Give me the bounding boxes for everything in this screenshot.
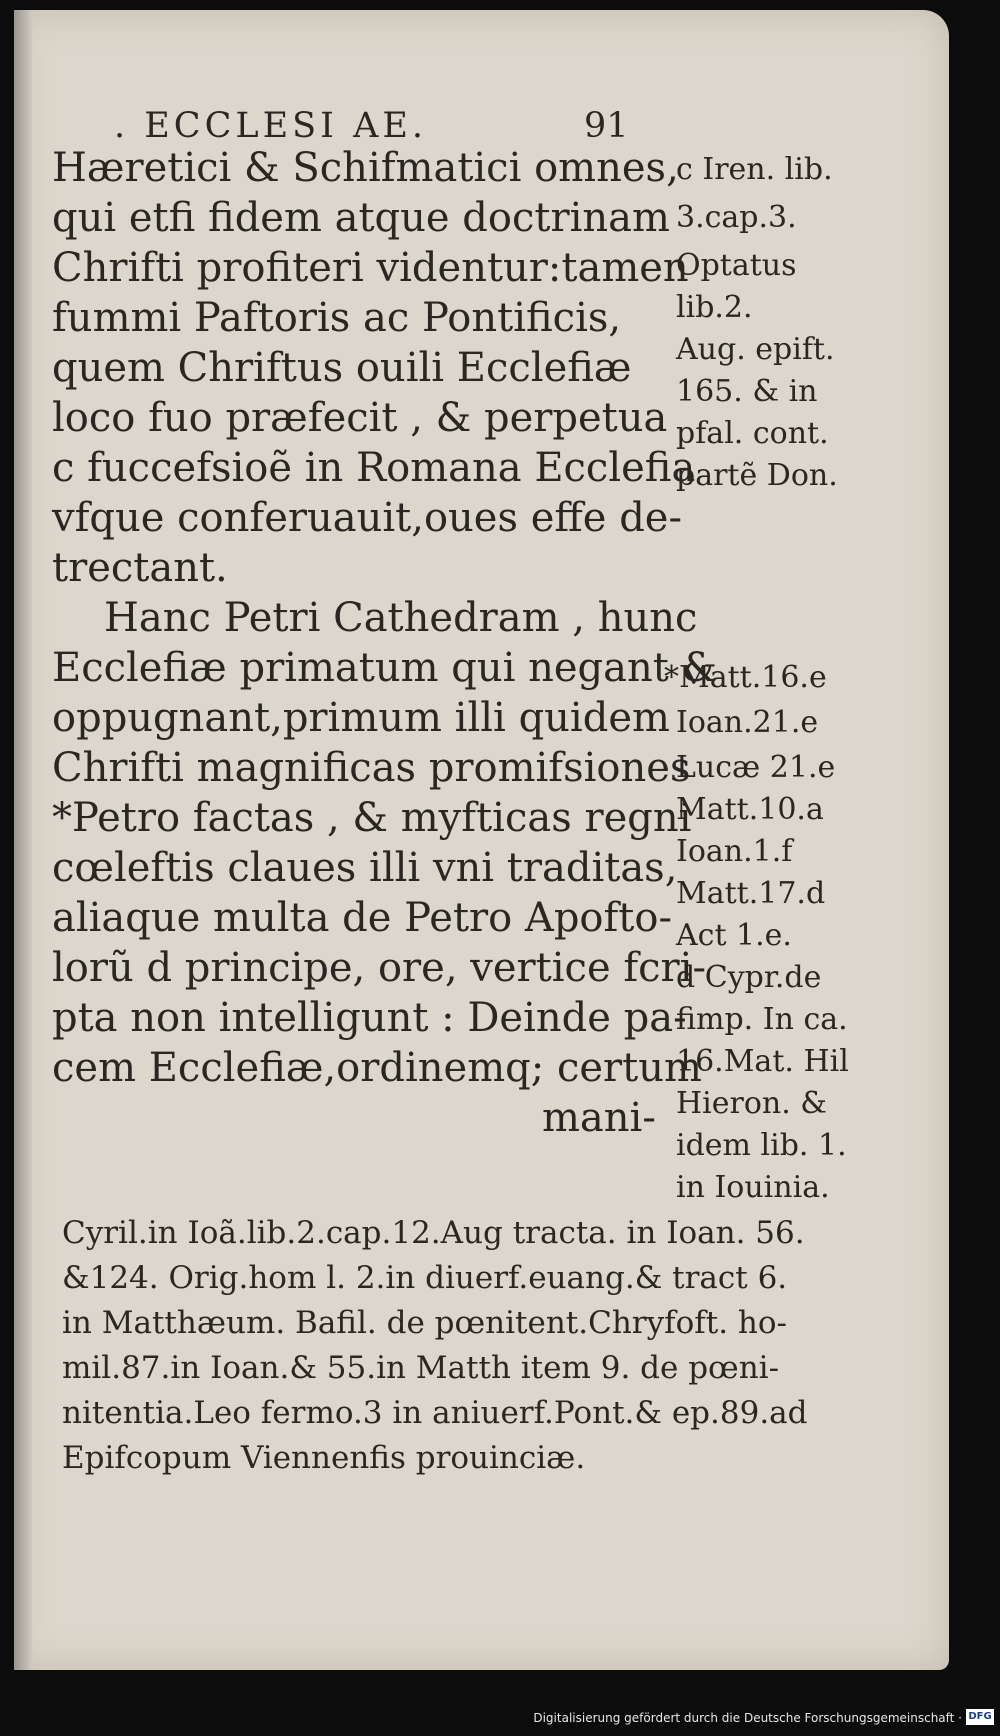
margin-note: Lucæ 21.e xyxy=(676,750,836,785)
margin-note: pfal. cont. xyxy=(676,416,829,451)
catchword: mani- xyxy=(542,1095,656,1141)
margin-note: c Iren. lib. xyxy=(676,152,833,187)
margin-note: 16.Mat. Hil xyxy=(676,1044,849,1079)
body-line: *Petro factas , & myfticas regni xyxy=(52,795,692,841)
body-line: trectant. xyxy=(52,545,228,591)
body-line: Hanc Petri Cathedram , hunc xyxy=(104,595,698,641)
margin-note: 3.cap.3. xyxy=(676,200,797,235)
margin-note: *Matt.16.e xyxy=(664,660,827,695)
body-line: vfque conferuauit,oues effe de- xyxy=(52,495,682,541)
dfg-logo-icon: DFG xyxy=(966,1709,994,1725)
margin-note: lib.2. xyxy=(676,290,753,325)
footnote-line: &124. Orig.hom l. 2.in diuerf.euang.& tract 6. xyxy=(62,1260,788,1296)
book-page xyxy=(14,10,949,1670)
margin-note: idem lib. 1. xyxy=(676,1128,847,1163)
margin-note: Matt.17.d xyxy=(676,876,826,911)
body-line: qui etfi fidem atque doctrinam xyxy=(52,195,670,241)
footnote-line: mil.87.in Ioan.& 55.in Matth item 9. de pœni- xyxy=(62,1350,780,1386)
body-line: Chrifti profiteri videntur:tamen xyxy=(52,245,689,291)
body-line: loco fuo præfecit , & perpetua xyxy=(52,395,668,441)
margin-note: Act 1.e. xyxy=(676,918,792,953)
body-line: cœleftis claues illi vni traditas, xyxy=(52,845,678,891)
page-number: 91 xyxy=(584,106,629,146)
body-line: Hæretici & Schifmatici omnes, xyxy=(52,145,679,191)
body-line: Chrifti magnificas promifsiones xyxy=(52,745,691,791)
margin-note: d Cypr.de xyxy=(676,960,822,995)
margin-note: Matt.10.a xyxy=(676,792,824,827)
page-spine-shadow xyxy=(14,10,32,1670)
funding-credit: Digitalisierung gefördert durch die Deutsche Forschungsgemeinschaft · xyxy=(533,1711,962,1725)
body-line: cem Ecclefiæ,ordinemq; certum xyxy=(52,1045,702,1091)
margin-note: Ioan.21.e xyxy=(676,705,819,740)
body-line: oppugnant,primum illi quidem xyxy=(52,695,670,741)
margin-note: partẽ Don. xyxy=(676,458,838,493)
digitization-footer xyxy=(0,1705,1000,1736)
body-line: pta non intelligunt : Deinde pa- xyxy=(52,995,687,1041)
footnote-line: in Matthæum. Bafil. de pœnitent.Chryfoft. ho- xyxy=(62,1305,788,1341)
footnote-line: Epifcopum Viennenfis prouinciæ. xyxy=(62,1440,586,1476)
margin-note: Hieron. & xyxy=(676,1086,828,1121)
margin-note: Ioan.1.f xyxy=(676,834,793,869)
footnote-line: Cyril.in Ioã.lib.2.cap.12.Aug tracta. in Ioan. 56. xyxy=(62,1215,805,1251)
margin-note: Aug. epift. xyxy=(676,332,835,367)
body-line: quem Chriftus ouili Ecclefiæ xyxy=(52,345,632,391)
margin-note: fimp. In ca. xyxy=(676,1002,848,1037)
margin-note: in Iouinia. xyxy=(676,1170,830,1205)
running-title: . ECCLESI AE. xyxy=(114,106,428,146)
body-line: Ecclefiæ primatum qui negant & xyxy=(52,645,718,691)
body-line: fummi Paftoris ac Pontificis, xyxy=(52,295,622,341)
margin-note: 165. & in xyxy=(676,374,818,409)
body-line: lorũ d principe, ore, vertice fcri- xyxy=(52,945,706,991)
footnote-line: nitentia.Leo fermo.3 in aniuerf.Pont.& ep.89.ad xyxy=(62,1395,808,1431)
body-line: aliaque multa de Petro Apofto- xyxy=(52,895,672,941)
body-line: c fuccefsioẽ in Romana Ecclefia xyxy=(52,445,696,491)
margin-note: Optatus xyxy=(676,248,797,283)
